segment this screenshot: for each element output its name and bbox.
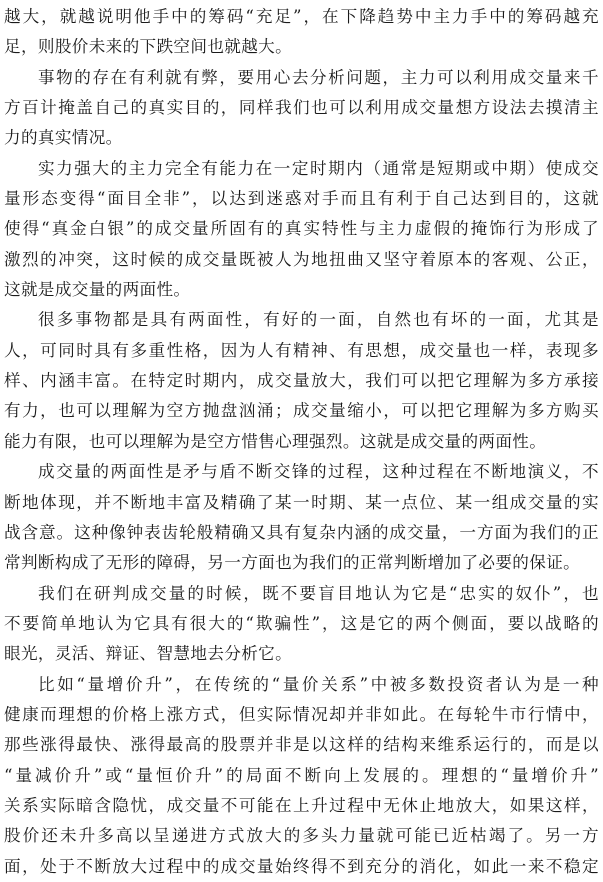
paragraph-first-line: 比如“量增价升”，在传统的“量价关系”中被多数投资者认为是一种 <box>38 674 599 694</box>
text-line: 那些涨得最快、涨得最高的股票并非是以这样的结构来维系运行的，而是以 <box>4 735 599 755</box>
text-line: “量减价升”或“量恒价升”的局面不断向上发展的。理想的“量增价升” <box>4 765 599 785</box>
text-line: 量形态变得“面目全非”，以达到迷惑对手而且有利于自己达到目的，这就 <box>4 189 599 209</box>
text-line: 健康而理想的价格上涨方式，但实际情况却并非如此。在每轮牛市行情中， <box>4 704 599 724</box>
text-line: 激烈的冲突，这时候的成交量既被人为地扭曲又坚守着原本的客观、公正， <box>4 249 599 269</box>
text-line: 样、内涵丰富。在特定时期内，成交量放大，我们可以把它理解为多方承接 <box>4 371 599 391</box>
text-line: 这就是成交量的两面性。 <box>4 280 191 300</box>
text-line: 眼光，灵活、辩证、智慧地去分析它。 <box>4 644 293 664</box>
text-line: 断地体现，并不断地丰富及精确了某一时期、某一点位、某一组成交量的实 <box>4 492 599 512</box>
paragraph-first-line: 我们在研判成交量的时候，既不要盲目地认为它是“忠实的奴仆”，也 <box>38 583 599 603</box>
text-line: 有力，也可以理解为空方抛盘汹涌；成交量缩小，可以把它理解为多方购买 <box>4 401 599 421</box>
text-line: 面，处于不断放大过程中的成交量始终得不到充分的消化，如此一来不稳定 <box>4 856 599 876</box>
text-line: 人，可同时具有多重性格，因为人有精神、有思想，成交量也一样，表现多 <box>4 340 599 360</box>
text-line: 战含意。这种像钟表齿轮般精确又具有复杂内涵的成交量，一方面为我们的正 <box>4 522 599 542</box>
text-line: 力的真实情况。 <box>4 128 123 148</box>
text-line: 方百计掩盖自己的真实目的，同样我们也可以利用成交量想方设法去摸清主 <box>4 98 599 118</box>
text-line: 越大，就越说明他手中的筹码“充足”，在下降趋势中主力手中的筹码越充 <box>4 7 599 26</box>
text-line: 使得“真金白银”的成交量所固有的真实特性与主力虚假的掩饰行为形成了 <box>4 219 599 239</box>
paragraph-first-line: 事物的存在有利就有弊，要用心去分析问题，主力可以利用成交量来千 <box>38 67 599 87</box>
text-line: 股价还未升多高以呈递进方式放大的多头力量就可能已近枯竭了。另一方 <box>4 826 599 846</box>
text-line: 不要简单地认为它具有很大的“欺骗性”，这是它的两个侧面，要以战略的 <box>4 613 599 633</box>
text-line: 关系实际暗含隐忧，成交量不可能在上升过程中无休止地放大，如果这样， <box>4 795 599 815</box>
paragraph-first-line: 很多事物都是具有两面性，有好的一面，自然也有坏的一面，尤其是 <box>38 310 599 330</box>
text-line: 能力有限，也可以理解为是空方惜售心理强烈。这就是成交量的两面性。 <box>4 431 547 451</box>
text-line: 足，则股价未来的下跌空间也就越大。 <box>4 37 293 57</box>
paragraph-first-line: 实力强大的主力完全有能力在一定时期内（通常是短期或中期）使成交 <box>38 158 599 178</box>
text-line: 常判断构成了无形的障碍，另一方面也为我们的正常判断增加了必要的保证。 <box>4 553 581 573</box>
paragraph-first-line: 成交量的两面性是矛与盾不断交锋的过程，这种过程在不断地演义，不 <box>38 462 599 482</box>
